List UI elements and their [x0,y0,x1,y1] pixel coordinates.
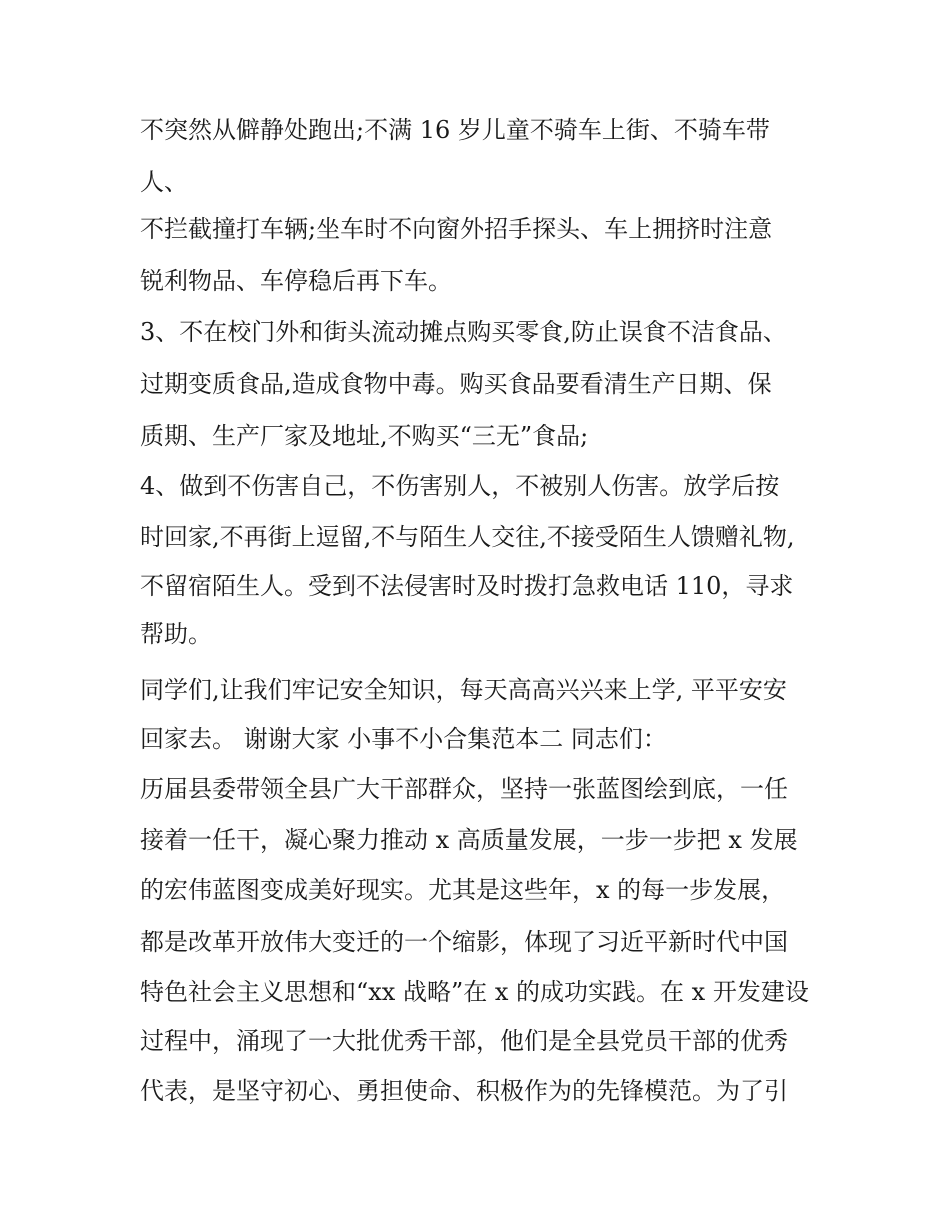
text-line: 不拦截撞打车辆;坐车时不向窗外招手探头、车上拥挤时注意 [140,215,773,243]
text-line: 接着一任干，凝心聚力推动 x 高质量发展，一步一步把 x 发展 [140,826,798,854]
text-line: 特色社会主义思想和“xx 战略”在 x 的成功实践。在 x 开发建设 [140,978,809,1006]
text-line: 质期、生产厂家及地址,不购买“三无”食品; [140,422,589,450]
text-line: 人、 [140,168,188,196]
text-line: 过程中，涌现了一大批优秀干部，他们是全县党员干部的优秀 [140,1027,788,1055]
text-line: 3、不在校门外和街头流动摊点购买零食,防止误食不洁食品、 [140,318,787,346]
text-line: 4、做到不伤害自己，不伤害别人，不被别人伤害。放学后按 [140,472,780,500]
text-line: 回家去。 谢谢大家 小事不小合集范本二 同志们： [140,725,667,753]
text-line: 都是改革开放伟大变迁的一个缩影，体现了习近平新时代中国 [140,928,788,956]
text-line: 时回家,不再街上逗留,不与陌生人交往,不接受陌生人馈赠礼物, [140,523,795,551]
text-line: 帮助。 [140,620,212,648]
text-line: 同学们,让我们牢记安全知识，每天高高兴兴来上学, 平平安安 [140,676,787,704]
text-line: 不突然从僻静处跑出;不满 16 岁儿童不骑车上街、不骑车带 [140,116,770,144]
text-line: 历届县委带领全县广大干部群众，坚持一张蓝图绘到底，一任 [140,775,788,803]
text-line: 锐利物品、车停稳后再下车。 [140,267,452,295]
text-line: 代表，是坚守初心、勇担使命、积极作为的先锋模范。为了引 [140,1077,788,1105]
text-line: 过期变质食品,造成食物中毒。购买食品要看清生产日期、保 [140,370,772,398]
text-line: 的宏伟蓝图变成美好现实。尤其是这些年，x 的每一步发展， [140,876,786,904]
text-line: 不留宿陌生人。受到不法侵害时及时拨打急救电话 110，寻求 [140,572,794,600]
